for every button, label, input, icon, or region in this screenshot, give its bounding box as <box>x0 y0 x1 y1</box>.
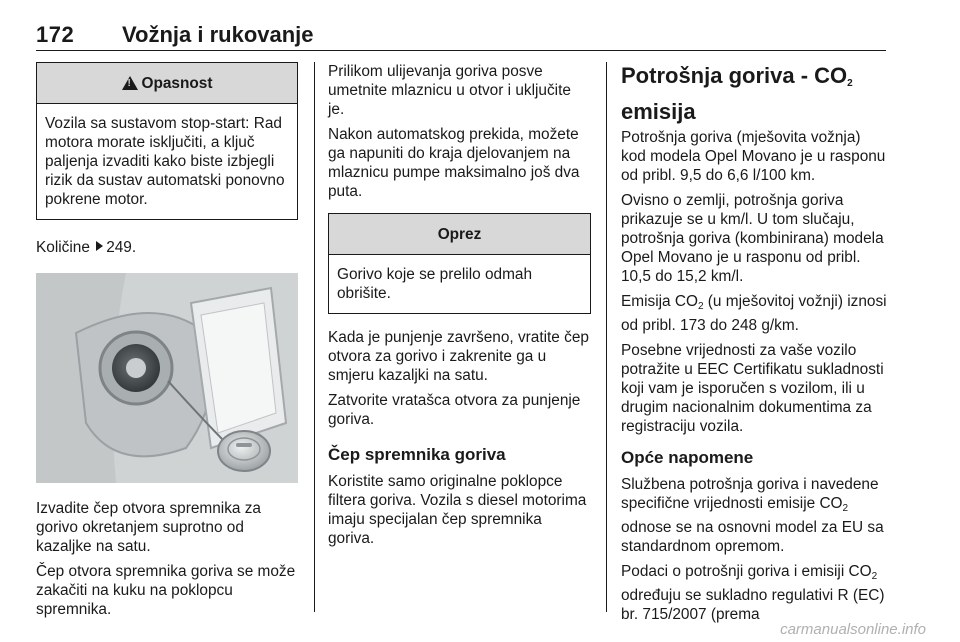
danger-box <box>36 62 298 220</box>
official-subscript: 2 <box>842 503 849 514</box>
warning-triangle-icon <box>122 76 138 90</box>
quantities-label: Količine <box>36 239 90 256</box>
caution-box <box>328 213 591 314</box>
insert-nozzle-paragraph: Prilikom ulijevanja goriva posve umetnite mlaznicu u otvor i uključite je. <box>328 63 571 118</box>
column-1 <box>36 62 298 625</box>
close-flap-paragraph: Zatvorite vratašca otvora za punjenje goriva. <box>328 392 581 428</box>
column-3 <box>621 62 889 630</box>
danger-heading: Opasnost <box>141 74 213 92</box>
regulation-paragraph <box>621 562 889 624</box>
danger-box-body: Vozila sa sustavom stop-start: Rad motora morate isključiti, a ključ paljenja izvaditi kako biste izbjegli rizik da sustav automatski ponovno pokrene motor. <box>45 115 285 208</box>
watermark: carmanualsonline.info <box>780 621 926 638</box>
eec-certificate-paragraph: Posebne vrijednosti za vaše vozilo potražite u EEC Certifikatu sukladnosti koji vam je isporučen s vozilom, ili u drugim nacionalnim dokumentima za registraciju vozila. <box>621 342 884 435</box>
section-heading-fuel-cap: Čep spremnika goriva <box>328 445 506 464</box>
regulation-subscript: 2 <box>871 571 878 582</box>
consumption-range-paragraph: Potrošnja goriva (mješovita vožnja) kod modela Opel Movano je u rasponu od pribl. 9,5 do 6,6 l/100 km. <box>621 129 886 184</box>
replace-cap-paragraph: Kada je punjenje završeno, vratite čep otvora za gorivo i zakrenite ga u smjeru kazaljki na satu. <box>328 329 589 384</box>
danger-box-header <box>37 63 297 104</box>
section-heading-general-notes: Opće napomene <box>621 448 754 467</box>
cap-hook-paragraph: Čep otvora spremnika goriva se može zakačiti na kuku na poklopcu spremnika. <box>36 563 296 618</box>
column-divider <box>314 62 315 612</box>
remove-cap-paragraph: Izvadite čep otvora spremnika za gorivo okretanjem suprotno od kazaljke na satu. <box>36 500 261 555</box>
heading-subscript: 2 <box>847 78 853 89</box>
fuel-cap-photo <box>36 273 298 483</box>
regulation-text: Podaci o potrošnji goriva i emisiji CO <box>621 563 872 580</box>
quantities-reference <box>36 238 298 257</box>
regulation-text-rest: određuju se sukladno regulativi R (EC) br. 715/2007 (prema <box>621 587 885 623</box>
section-heading-consumption <box>621 62 889 126</box>
co2-subscript: 2 <box>697 301 704 312</box>
original-caps-paragraph: Koristite samo originalne poklopce filtera goriva. Vozila s diesel motorima imaju specijalan čep spremnika goriva. <box>328 473 587 547</box>
country-units-paragraph: Ovisno o zemlji, potrošnja goriva prikazuje se u km/l. U tom slučaju, potrošnja goriva (kombinirana) modela Opel Movano je u rasponu od pribl. 10,5 do 15,2 km/l. <box>621 192 884 285</box>
column-2 <box>328 62 591 554</box>
official-text-rest: odnose se na osnovni model za EU sa standardnom opremom. <box>621 519 884 555</box>
heading-text: Potrošnja goriva - CO <box>621 63 848 88</box>
cross-reference-arrow-icon <box>96 241 103 251</box>
quantities-page-link[interactable]: 249. <box>106 239 137 256</box>
column-divider <box>606 62 607 612</box>
co2-text-rest: (u mješovitoj vožnji) iznosi od pribl. 173 do 248 g/km. <box>621 293 887 334</box>
official-text: Službena potrošnja goriva i navedene specifične vrijednosti emisije CO <box>621 476 879 512</box>
auto-cutoff-paragraph: Nakon automatskog prekida, možete ga napuniti do kraja djelovanjem na mlaznicu pumpe maksimalno još dva puta. <box>328 126 580 200</box>
heading-text-line2: emisija <box>621 99 696 124</box>
page-header <box>36 18 886 51</box>
official-values-paragraph <box>621 475 889 556</box>
caution-box-body: Gorivo koje se prelilo odmah obrišite. <box>337 266 533 302</box>
fuel-cap-illustration <box>36 273 298 483</box>
co2-text: Emisija CO <box>621 293 698 310</box>
caution-heading: Oprez <box>329 214 590 255</box>
page-number: 172 <box>36 22 75 47</box>
co2-emission-paragraph <box>621 292 889 335</box>
page-title: Vožnja i rukovanje <box>122 22 314 47</box>
